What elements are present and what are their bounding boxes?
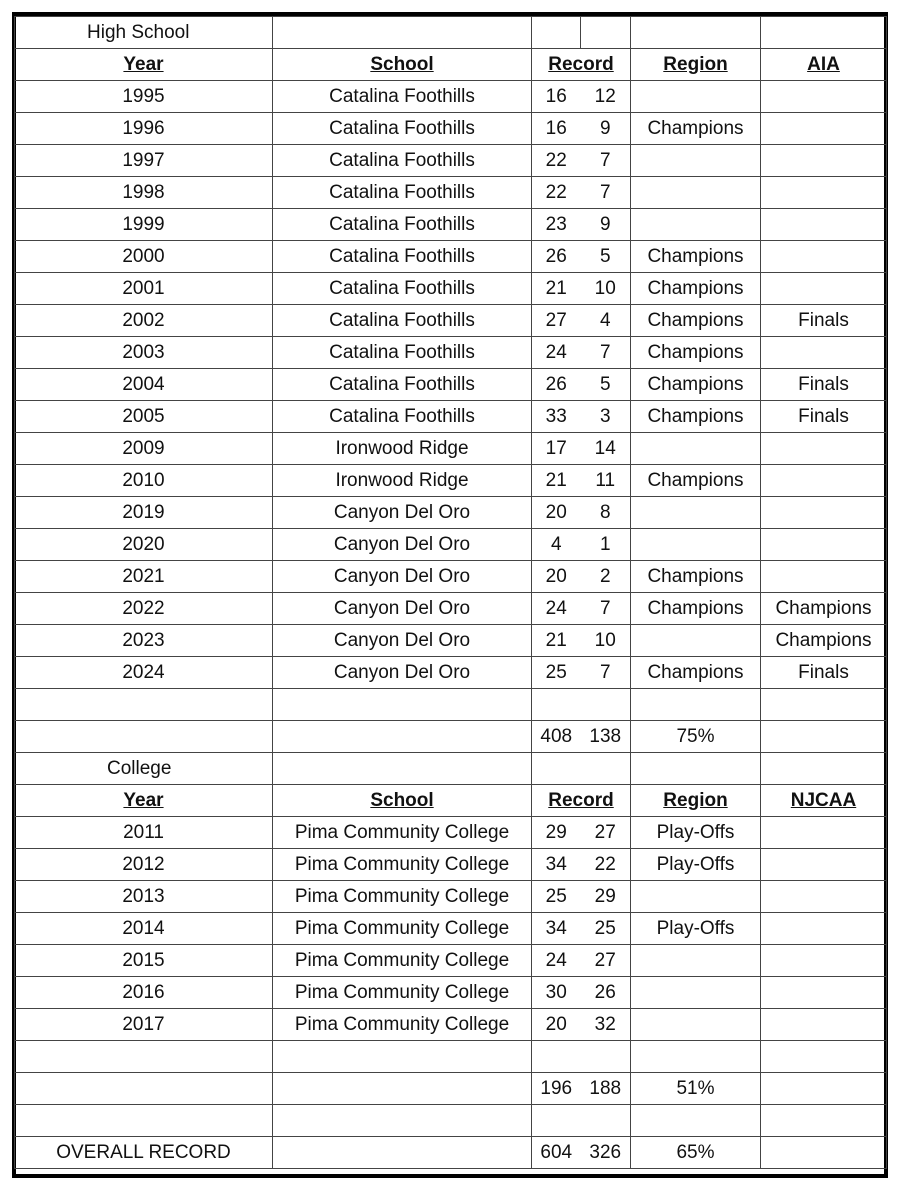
region-cell: [631, 1009, 761, 1041]
losses-cell: 12: [581, 81, 631, 113]
win-percentage: 51%: [631, 1073, 761, 1105]
table-row: [15, 177, 887, 209]
empty-cell: [581, 753, 631, 785]
losses-cell: 26: [581, 977, 631, 1009]
table-row: [15, 497, 887, 529]
state-cell: [761, 529, 887, 561]
empty-cell: [761, 689, 887, 721]
school-cell: Canyon Del Oro: [273, 593, 532, 625]
region-cell: [631, 81, 761, 113]
year-cell: 2004: [15, 369, 273, 401]
table-row: [15, 1009, 887, 1041]
header-record: Record: [532, 49, 631, 81]
wins-cell: 24: [532, 337, 581, 369]
school-cell: Catalina Foothills: [273, 273, 532, 305]
school-cell: Catalina Foothills: [273, 209, 532, 241]
empty-cell: [532, 689, 581, 721]
region-cell: [631, 625, 761, 657]
region-cell: [631, 977, 761, 1009]
year-cell: 2012: [15, 849, 273, 881]
losses-cell: 7: [581, 593, 631, 625]
college-header-row: [15, 785, 887, 817]
region-cell: Champions: [631, 273, 761, 305]
table-row: [15, 433, 887, 465]
empty-cell: [631, 689, 761, 721]
total-losses: 138: [581, 721, 631, 753]
year-cell: 1997: [15, 145, 273, 177]
losses-cell: 5: [581, 369, 631, 401]
wins-cell: 30: [532, 977, 581, 1009]
table-row: [15, 657, 887, 689]
wins-cell: 23: [532, 209, 581, 241]
losses-cell: 22: [581, 849, 631, 881]
coaching-record-table: [14, 16, 887, 1169]
year-cell: 2021: [15, 561, 273, 593]
year-cell: 2000: [15, 241, 273, 273]
losses-cell: 32: [581, 1009, 631, 1041]
year-cell: 2002: [15, 305, 273, 337]
year-cell: 1995: [15, 81, 273, 113]
table-row: [15, 849, 887, 881]
header-school: School: [273, 49, 532, 81]
wins-cell: 4: [532, 529, 581, 561]
wins-cell: 24: [532, 945, 581, 977]
school-cell: Pima Community College: [273, 849, 532, 881]
empty-cell: [273, 753, 532, 785]
state-cell: Champions: [761, 625, 887, 657]
total-losses: 326: [581, 1137, 631, 1169]
wins-cell: 25: [532, 657, 581, 689]
year-cell: 1998: [15, 177, 273, 209]
region-cell: Champions: [631, 113, 761, 145]
losses-cell: 9: [581, 113, 631, 145]
wins-cell: 21: [532, 273, 581, 305]
region-cell: Play-Offs: [631, 817, 761, 849]
losses-cell: 27: [581, 817, 631, 849]
losses-cell: 3: [581, 401, 631, 433]
high-school-label: High School: [15, 17, 273, 49]
year-cell: 1999: [15, 209, 273, 241]
state-cell: [761, 849, 887, 881]
year-cell: 2005: [15, 401, 273, 433]
totals-label: [15, 721, 273, 753]
spacer-row: [15, 1105, 887, 1137]
school-cell: Canyon Del Oro: [273, 561, 532, 593]
school-cell: Catalina Foothills: [273, 81, 532, 113]
school-cell: Catalina Foothills: [273, 305, 532, 337]
state-cell: [761, 1009, 887, 1041]
empty-cell: [15, 1041, 273, 1073]
empty-cell: [761, 721, 887, 753]
school-cell: Pima Community College: [273, 913, 532, 945]
region-cell: [631, 529, 761, 561]
region-cell: [631, 945, 761, 977]
losses-cell: 9: [581, 209, 631, 241]
region-cell: Champions: [631, 337, 761, 369]
state-cell: [761, 817, 887, 849]
state-cell: [761, 977, 887, 1009]
region-cell: Play-Offs: [631, 849, 761, 881]
wins-cell: 34: [532, 849, 581, 881]
empty-cell: [15, 689, 273, 721]
wins-cell: 20: [532, 1009, 581, 1041]
empty-cell: [273, 689, 532, 721]
table-row: [15, 625, 887, 657]
total-losses: 188: [581, 1073, 631, 1105]
school-cell: Canyon Del Oro: [273, 625, 532, 657]
school-cell: Pima Community College: [273, 945, 532, 977]
header-region: Region: [631, 785, 761, 817]
year-cell: 2003: [15, 337, 273, 369]
high-school-section-row: [15, 17, 887, 49]
record-table-frame: [12, 12, 888, 1178]
school-cell: Catalina Foothills: [273, 369, 532, 401]
table-row: [15, 305, 887, 337]
region-cell: Champions: [631, 401, 761, 433]
empty-cell: [532, 753, 581, 785]
region-cell: Champions: [631, 657, 761, 689]
high-school-totals-row: [15, 721, 887, 753]
wins-cell: 22: [532, 177, 581, 209]
state-cell: [761, 273, 887, 305]
school-cell: Pima Community College: [273, 1009, 532, 1041]
empty-cell: [581, 1041, 631, 1073]
losses-cell: 27: [581, 945, 631, 977]
school-cell: Catalina Foothills: [273, 113, 532, 145]
header-school: School: [273, 785, 532, 817]
overall-record-row: [15, 1137, 887, 1169]
school-cell: Ironwood Ridge: [273, 433, 532, 465]
wins-cell: 33: [532, 401, 581, 433]
table-row: [15, 337, 887, 369]
school-cell: Catalina Foothills: [273, 177, 532, 209]
totals-label: OVERALL RECORD: [15, 1137, 273, 1169]
table-row: [15, 817, 887, 849]
region-cell: [631, 209, 761, 241]
spacer-row: [15, 1041, 887, 1073]
empty-cell: [273, 721, 532, 753]
table-row: [15, 945, 887, 977]
wins-cell: 21: [532, 625, 581, 657]
state-cell: [761, 497, 887, 529]
state-cell: [761, 177, 887, 209]
year-cell: 2015: [15, 945, 273, 977]
state-cell: [761, 81, 887, 113]
losses-cell: 4: [581, 305, 631, 337]
losses-cell: 7: [581, 337, 631, 369]
wins-cell: 16: [532, 113, 581, 145]
empty-cell: [631, 1105, 761, 1137]
school-cell: Catalina Foothills: [273, 337, 532, 369]
losses-cell: 2: [581, 561, 631, 593]
school-cell: Catalina Foothills: [273, 401, 532, 433]
region-cell: Champions: [631, 369, 761, 401]
table-row: [15, 561, 887, 593]
table-row: [15, 145, 887, 177]
empty-cell: [15, 1105, 273, 1137]
school-cell: Catalina Foothills: [273, 241, 532, 273]
losses-cell: 14: [581, 433, 631, 465]
state-cell: Finals: [761, 369, 887, 401]
state-cell: [761, 241, 887, 273]
school-cell: Canyon Del Oro: [273, 529, 532, 561]
wins-cell: 20: [532, 561, 581, 593]
year-cell: 2022: [15, 593, 273, 625]
wins-cell: 24: [532, 593, 581, 625]
table-row: [15, 881, 887, 913]
state-cell: Finals: [761, 401, 887, 433]
losses-cell: 5: [581, 241, 631, 273]
losses-cell: 10: [581, 625, 631, 657]
wins-cell: 17: [532, 433, 581, 465]
empty-cell: [631, 753, 761, 785]
state-cell: [761, 209, 887, 241]
table-row: [15, 913, 887, 945]
year-cell: 2024: [15, 657, 273, 689]
state-cell: [761, 945, 887, 977]
college-totals-row: [15, 1073, 887, 1105]
header-njcaa: NJCAA: [761, 785, 887, 817]
state-cell: [761, 113, 887, 145]
state-cell: Champions: [761, 593, 887, 625]
losses-cell: 11: [581, 465, 631, 497]
empty-cell: [761, 1073, 887, 1105]
state-cell: [761, 337, 887, 369]
empty-cell: [532, 1105, 581, 1137]
wins-cell: 29: [532, 817, 581, 849]
empty-cell: [631, 1041, 761, 1073]
table-row: [15, 113, 887, 145]
wins-cell: 21: [532, 465, 581, 497]
header-region: Region: [631, 49, 761, 81]
school-cell: Canyon Del Oro: [273, 497, 532, 529]
total-wins: 408: [532, 721, 581, 753]
losses-cell: 29: [581, 881, 631, 913]
total-wins: 604: [532, 1137, 581, 1169]
school-cell: Catalina Foothills: [273, 145, 532, 177]
high-school-header-row: [15, 49, 887, 81]
wins-cell: 20: [532, 497, 581, 529]
table-row: [15, 209, 887, 241]
year-cell: 2020: [15, 529, 273, 561]
state-cell: [761, 465, 887, 497]
wins-cell: 34: [532, 913, 581, 945]
empty-cell: [532, 1041, 581, 1073]
college-label: College: [15, 753, 273, 785]
school-cell: Pima Community College: [273, 977, 532, 1009]
empty-cell: [581, 689, 631, 721]
region-cell: Champions: [631, 241, 761, 273]
school-cell: Pima Community College: [273, 817, 532, 849]
region-cell: Champions: [631, 593, 761, 625]
table-row: [15, 241, 887, 273]
wins-cell: 16: [532, 81, 581, 113]
win-percentage: 65%: [631, 1137, 761, 1169]
table-row: [15, 593, 887, 625]
losses-cell: 7: [581, 177, 631, 209]
empty-cell: [761, 1041, 887, 1073]
empty-cell: [273, 1105, 532, 1137]
table-row: [15, 401, 887, 433]
wins-cell: 26: [532, 241, 581, 273]
table-row: [15, 273, 887, 305]
region-cell: [631, 881, 761, 913]
year-cell: 2013: [15, 881, 273, 913]
region-cell: [631, 177, 761, 209]
year-cell: 2016: [15, 977, 273, 1009]
school-cell: Canyon Del Oro: [273, 657, 532, 689]
header-record: Record: [532, 785, 631, 817]
state-cell: [761, 145, 887, 177]
header-aia: AIA: [761, 49, 887, 81]
region-cell: Champions: [631, 465, 761, 497]
total-wins: 196: [532, 1073, 581, 1105]
state-cell: Finals: [761, 305, 887, 337]
wins-cell: 25: [532, 881, 581, 913]
losses-cell: 1: [581, 529, 631, 561]
header-year: Year: [15, 49, 273, 81]
wins-cell: 27: [532, 305, 581, 337]
state-cell: [761, 561, 887, 593]
losses-cell: 10: [581, 273, 631, 305]
year-cell: 1996: [15, 113, 273, 145]
year-cell: 2011: [15, 817, 273, 849]
totals-label: [15, 1073, 273, 1105]
empty-cell: [273, 1073, 532, 1105]
year-cell: 2023: [15, 625, 273, 657]
year-cell: 2019: [15, 497, 273, 529]
state-cell: [761, 433, 887, 465]
state-cell: [761, 881, 887, 913]
region-cell: [631, 497, 761, 529]
table-row: [15, 81, 887, 113]
table-row: [15, 369, 887, 401]
college-section-row: [15, 753, 887, 785]
win-percentage: 75%: [631, 721, 761, 753]
spacer-row: [15, 689, 887, 721]
losses-cell: 8: [581, 497, 631, 529]
school-cell: Ironwood Ridge: [273, 465, 532, 497]
losses-cell: 7: [581, 657, 631, 689]
school-cell: Pima Community College: [273, 881, 532, 913]
state-cell: [761, 913, 887, 945]
empty-cell: [761, 753, 887, 785]
wins-cell: 22: [532, 145, 581, 177]
table-row: [15, 465, 887, 497]
region-cell: Champions: [631, 561, 761, 593]
year-cell: 2017: [15, 1009, 273, 1041]
empty-cell: [581, 1105, 631, 1137]
wins-cell: 26: [532, 369, 581, 401]
header-year: Year: [15, 785, 273, 817]
table-row: [15, 529, 887, 561]
empty-cell: [761, 1137, 887, 1169]
region-cell: Play-Offs: [631, 913, 761, 945]
empty-cell: [273, 1041, 532, 1073]
year-cell: 2014: [15, 913, 273, 945]
losses-cell: 7: [581, 145, 631, 177]
state-cell: Finals: [761, 657, 887, 689]
losses-cell: 25: [581, 913, 631, 945]
year-cell: 2009: [15, 433, 273, 465]
year-cell: 2001: [15, 273, 273, 305]
region-cell: [631, 433, 761, 465]
table-row: [15, 977, 887, 1009]
region-cell: [631, 145, 761, 177]
empty-cell: [273, 1137, 532, 1169]
empty-cell: [761, 1105, 887, 1137]
year-cell: 2010: [15, 465, 273, 497]
region-cell: Champions: [631, 305, 761, 337]
